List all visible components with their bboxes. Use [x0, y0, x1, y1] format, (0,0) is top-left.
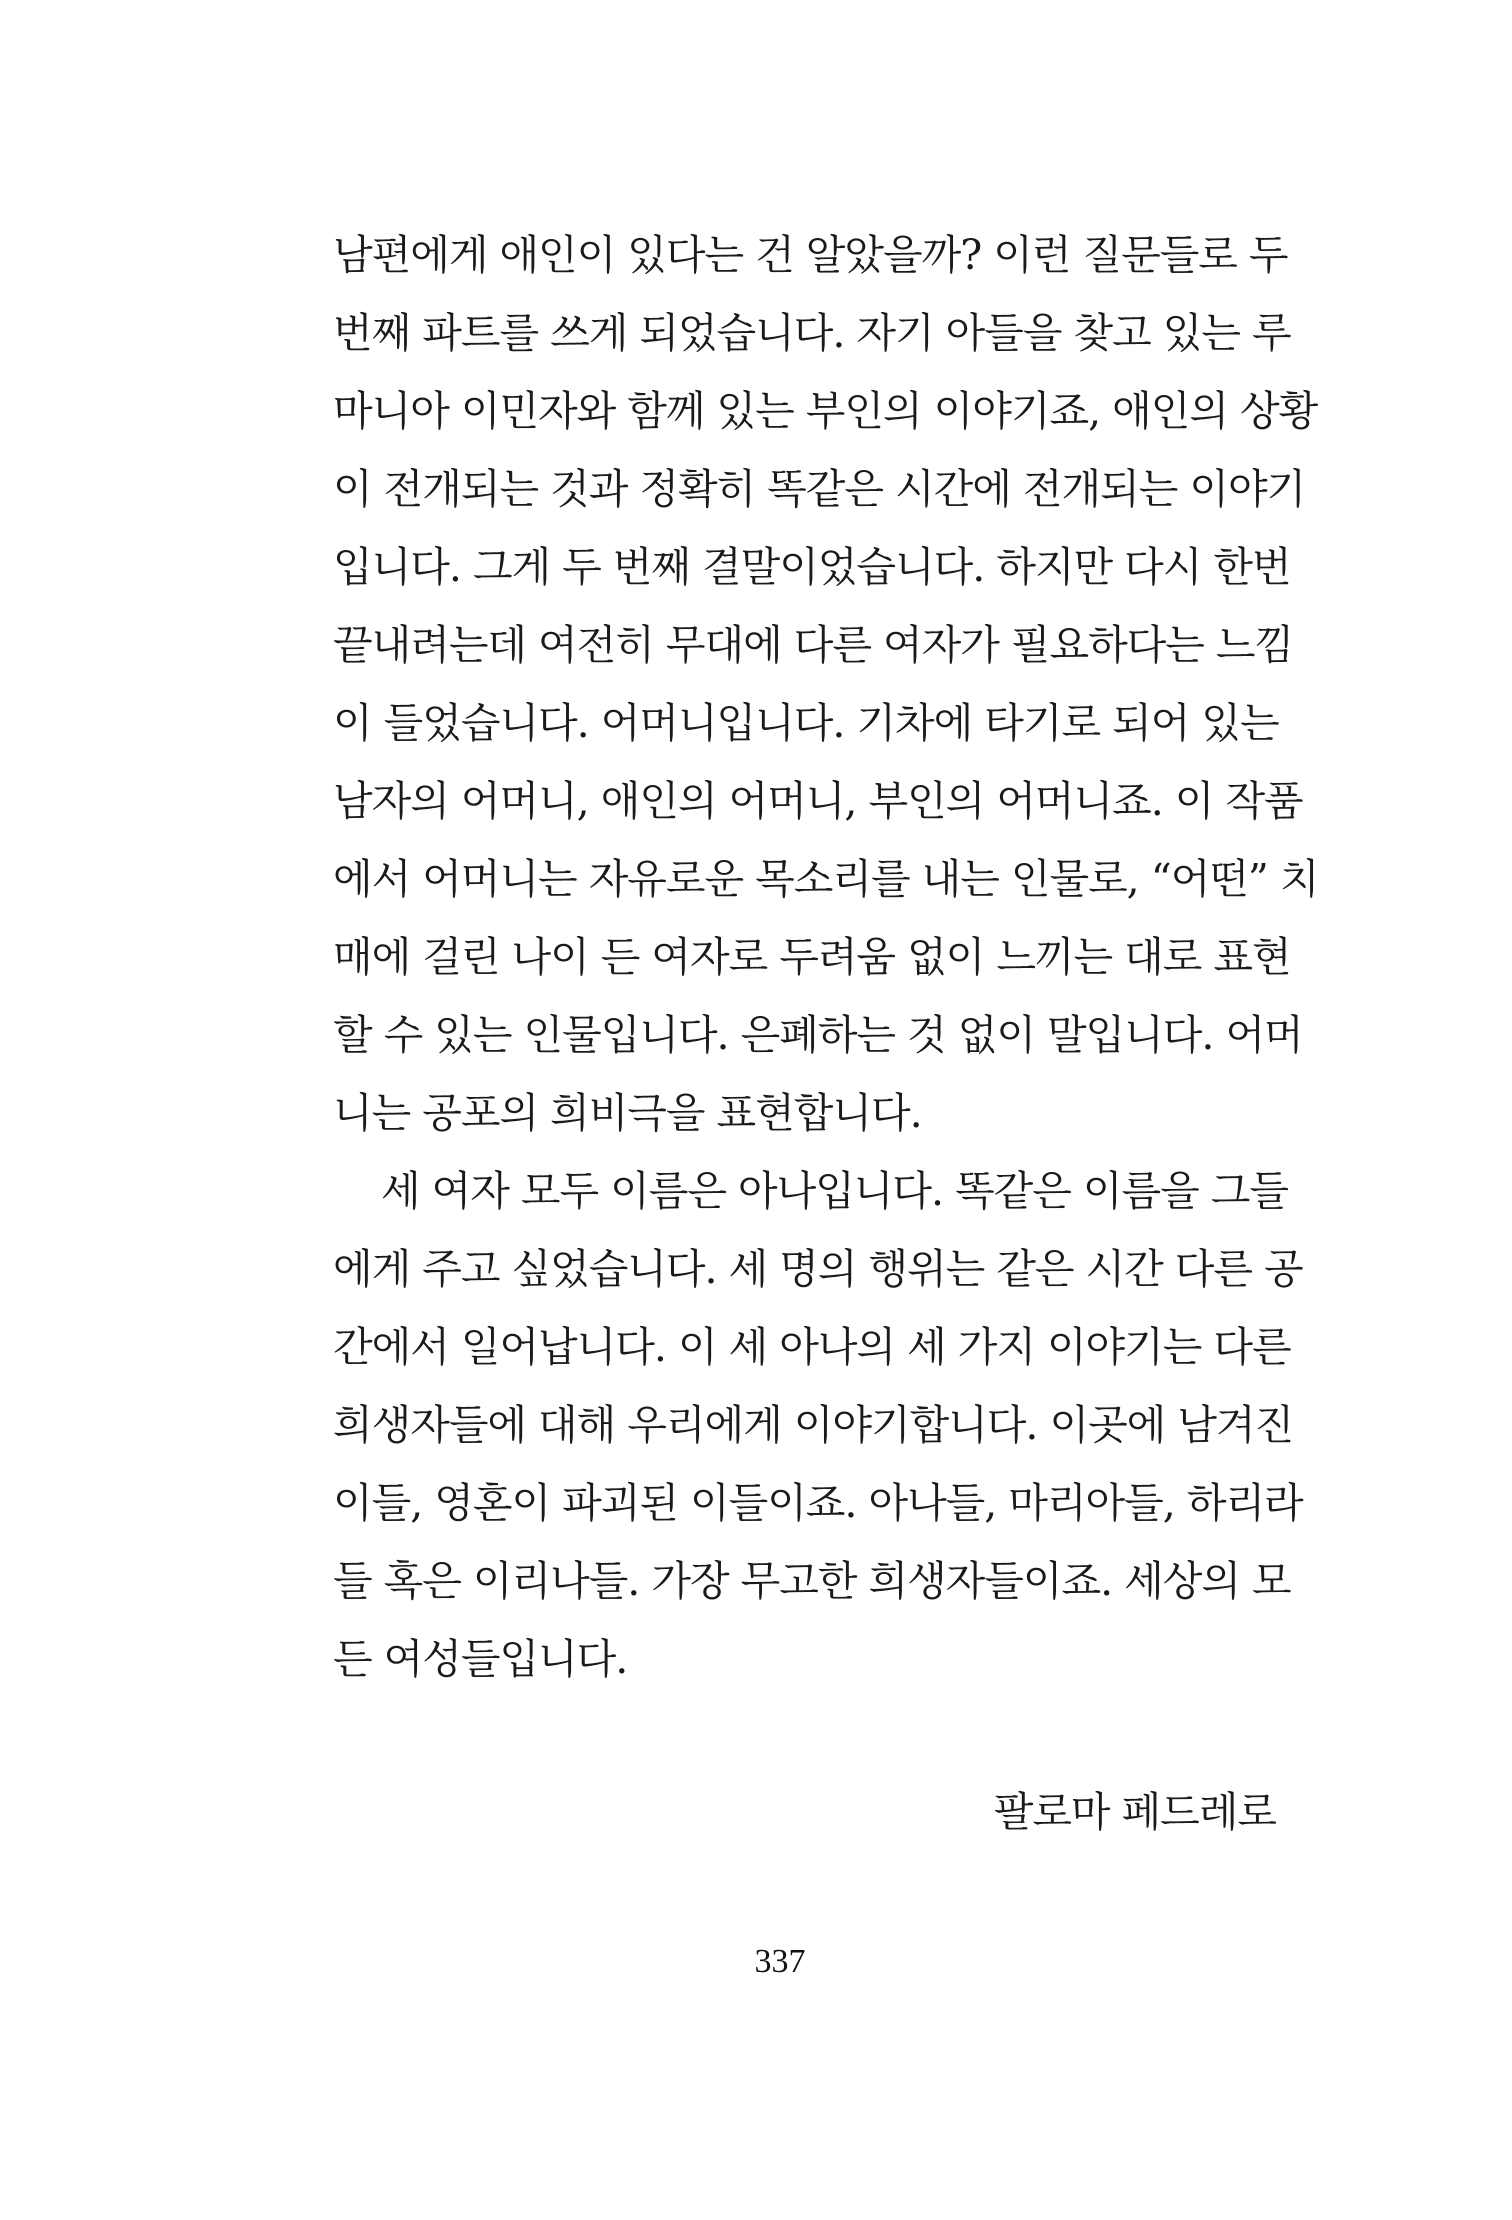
text-line: 남편에게 애인이 있다는 건 알았을까? 이런 질문들로 두	[333, 231, 1288, 279]
text-line: 이들, 영혼이 파괴된 이들이죠. 아나들, 마리아들, 하리라	[333, 1479, 1303, 1527]
text-line: 니는 공포의 희비극을 표현합니다.	[333, 1089, 922, 1137]
text-line: 할 수 있는 인물입니다. 은폐하는 것 없이 말입니다. 어머	[333, 1011, 1303, 1059]
text-line: 희생자들에 대해 우리에게 이야기합니다. 이곳에 남겨진	[333, 1401, 1294, 1449]
text-line: 든 여성들입니다.	[333, 1635, 628, 1683]
text-line: 입니다. 그게 두 번째 결말이었습니다. 하지만 다시 한번	[333, 543, 1291, 591]
paragraph-2	[333, 1152, 1303, 1698]
text-line: 이 전개되는 것과 정확히 똑같은 시간에 전개되는 이야기	[333, 465, 1306, 513]
text-line: 끝내려는데 여전히 무대에 다른 여자가 필요하다는 느낌	[333, 621, 1294, 669]
text-line: 간에서 일어납니다. 이 세 아나의 세 가지 이야기는 다른	[333, 1323, 1291, 1371]
text-line: 세 여자 모두 이름은 아나입니다. 똑같은 이름을 그들	[381, 1167, 1288, 1215]
text-line: 이 들었습니다. 어머니입니다. 기차에 타기로 되어 있는	[333, 699, 1279, 747]
text-line: 번째 파트를 쓰게 되었습니다. 자기 아들을 찾고 있는 루	[333, 309, 1291, 357]
text-line: 에서 어머니는 자유로운 목소리를 내는 인물로, “어떤” 치	[333, 855, 1319, 903]
text-line: 마니아 이민자와 함께 있는 부인의 이야기죠, 애인의 상황	[333, 387, 1318, 435]
author-signature: 팔로마 페드레로	[993, 1788, 1276, 1836]
page-number: 337	[754, 1943, 806, 1980]
body-text	[333, 216, 1319, 1698]
text-line: 남자의 어머니, 애인의 어머니, 부인의 어머니죠. 이 작품	[333, 777, 1303, 825]
text-line: 들 혹은 이리나들. 가장 무고한 희생자들이죠. 세상의 모	[333, 1557, 1291, 1605]
text-line: 매에 걸린 나이 든 여자로 두려움 없이 느끼는 대로 표현	[333, 933, 1291, 981]
paragraph-1	[333, 216, 1319, 1152]
text-line: 에게 주고 싶었습니다. 세 명의 행위는 같은 시간 다른 공	[333, 1245, 1303, 1293]
